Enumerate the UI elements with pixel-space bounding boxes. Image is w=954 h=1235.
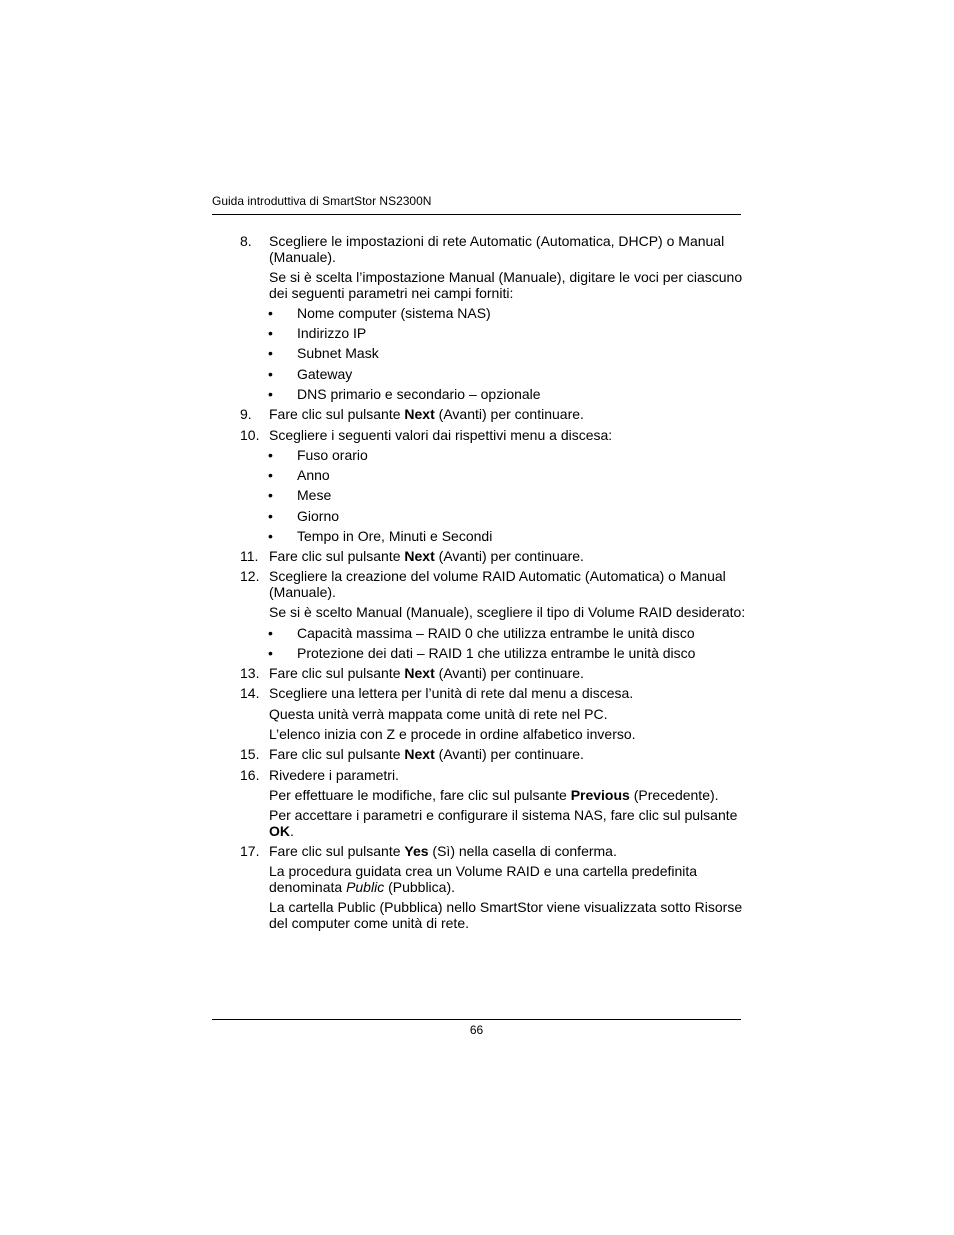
page-number: 66 <box>469 1023 484 1037</box>
step-number: 8. <box>240 233 252 249</box>
step-text-continued: (Manuale). <box>269 249 336 265</box>
step-text: Scegliere le impostazioni di rete Automatic (Automatica, DHCP) o Manual <box>269 233 725 249</box>
list-item-text: Capacità massima – RAID 0 che utilizza entrambe le unità disco <box>297 625 695 641</box>
step-text: Fare clic sul pulsante Yes (Sì) nella casella di conferma. <box>269 843 617 859</box>
step-number: 13. <box>240 665 260 681</box>
step-paragraph: Questa unità verrà mappata come unità di rete nel PC. <box>269 706 608 722</box>
bullet-icon: • <box>268 528 273 544</box>
yes-button-label: Yes <box>404 843 429 859</box>
step-text: Scegliere una lettera per l’unità di rete dal menu a discesa. <box>269 685 634 701</box>
list-item-text: Fuso orario <box>297 447 368 463</box>
step-text: Fare clic sul pulsante Next (Avanti) per continuare. <box>269 548 584 564</box>
step-paragraph-continued: dei seguenti parametri nei campi forniti: <box>269 285 514 301</box>
bullet-icon: • <box>268 508 273 524</box>
step-paragraph: Per accettare i parametri e configurare il sistema NAS, fare clic sul pulsante <box>269 807 738 823</box>
list-item-text: Protezione dei dati – RAID 1 che utilizza entrambe le unità disco <box>297 645 696 661</box>
previous-button-label: Previous <box>570 787 630 803</box>
list-item-text: Subnet Mask <box>297 345 379 361</box>
step-paragraph-continued: del computer come unità di rete. <box>269 915 469 931</box>
bullet-icon: • <box>268 467 273 483</box>
step-text-continued: (Manuale). <box>269 584 336 600</box>
ok-button-label: OK <box>269 823 290 839</box>
bullet-icon: • <box>268 325 273 341</box>
next-button-label: Next <box>404 746 435 762</box>
step-paragraph-continued: OK. <box>269 823 294 839</box>
step-paragraph: Per effettuare le modifiche, fare clic sul pulsante Previous (Precedente). <box>269 787 719 803</box>
step-number: 10. <box>240 427 260 443</box>
running-header: Guida introduttiva di SmartStor NS2300N <box>212 194 432 208</box>
next-button-label: Next <box>404 406 435 422</box>
next-button-label: Next <box>404 548 435 564</box>
public-folder-name: Public <box>346 879 385 895</box>
bullet-icon: • <box>268 345 273 361</box>
step-paragraph: La cartella Public (Pubblica) nello SmartStor viene visualizzata sotto Risorse <box>269 899 743 915</box>
step-text: Fare clic sul pulsante Next (Avanti) per continuare. <box>269 746 584 762</box>
step-number: 15. <box>240 746 260 762</box>
step-number: 14. <box>240 685 260 701</box>
bullet-icon: • <box>268 305 273 321</box>
step-text: Fare clic sul pulsante Next (Avanti) per continuare. <box>269 665 584 681</box>
step-paragraph: L’elenco inizia con Z e procede in ordine alfabetico inverso. <box>269 726 636 742</box>
step-number: 16. <box>240 767 260 783</box>
bullet-icon: • <box>268 386 273 402</box>
next-button-label: Next <box>404 665 435 681</box>
footer-rule <box>212 1019 741 1020</box>
list-item-text: Gateway <box>297 366 353 382</box>
list-item-text: Nome computer (sistema NAS) <box>297 305 491 321</box>
step-text: Scegliere la creazione del volume RAID Automatic (Automatica) o Manual <box>269 568 726 584</box>
step-paragraph: Se si è scelto Manual (Manuale), scegliere il tipo di Volume RAID desiderato: <box>269 604 746 620</box>
step-number: 11. <box>240 548 259 564</box>
step-text: Rivedere i parametri. <box>269 767 399 783</box>
step-paragraph: Se si è scelta l’impostazione Manual (Manuale), digitare le voci per ciascuno <box>269 269 743 285</box>
list-item-text: Anno <box>297 467 330 483</box>
list-item-text: Mese <box>297 487 332 503</box>
bullet-icon: • <box>268 645 273 661</box>
bullet-icon: • <box>268 447 273 463</box>
bullet-icon: • <box>268 625 273 641</box>
step-paragraph-continued: denominata Public (Pubblica). <box>269 879 456 895</box>
step-text: Fare clic sul pulsante Next (Avanti) per continuare. <box>269 406 584 422</box>
step-text: Scegliere i seguenti valori dai rispettivi menu a discesa: <box>269 427 613 443</box>
step-number: 12. <box>240 568 260 584</box>
header-rule <box>212 214 741 215</box>
list-item-text: Tempo in Ore, Minuti e Secondi <box>297 528 493 544</box>
bullet-icon: • <box>268 366 273 382</box>
step-number: 9. <box>240 406 252 422</box>
list-item-text: DNS primario e secondario – opzionale <box>297 386 541 402</box>
step-number: 17. <box>240 843 260 859</box>
step-paragraph: La procedura guidata crea un Volume RAID e una cartella predefinita <box>269 863 698 879</box>
bullet-icon: • <box>268 487 273 503</box>
list-item-text: Indirizzo IP <box>297 325 367 341</box>
list-item-text: Giorno <box>297 508 340 524</box>
